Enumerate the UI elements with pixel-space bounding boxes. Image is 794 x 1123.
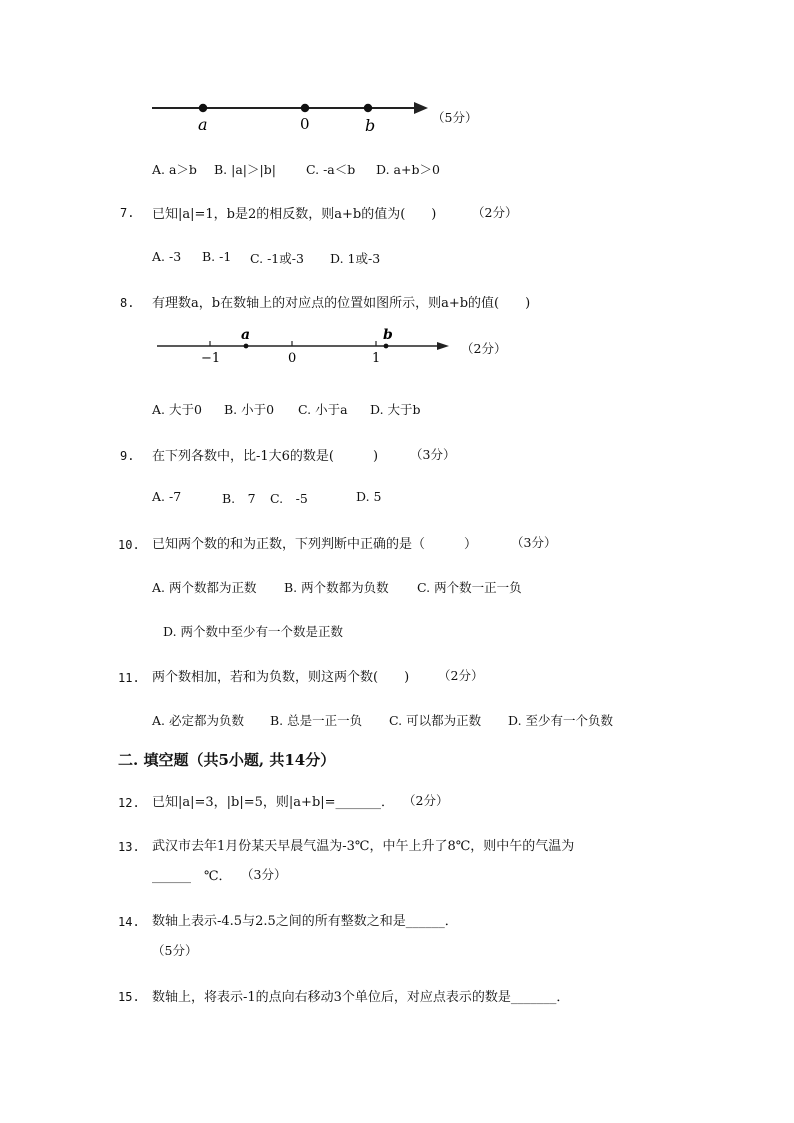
q10-option-a: A. 两个数都为正数 [152,580,257,595]
q11-option-d: D. 至少有一个负数 [508,713,614,728]
q7-option-d: D. 1或-3 [330,251,381,266]
q11-option-b: B. 总是一正一负 [270,713,363,728]
point-b [384,344,389,349]
q12-number: 12. [118,796,140,810]
q6-option-d: D. a+b＞0 [376,162,440,177]
q14-text: 数轴上表示-4.5与2.5之间的所有整数之和是______． [152,914,458,929]
point-a [244,344,249,349]
label-neg1: −1 [201,351,221,366]
q10-option-b: B. 两个数都为负数 [284,580,389,595]
q10-option-c: C. 两个数一正一负 [417,580,522,595]
q9-option-b: B. 7 [222,491,256,506]
q6-option-c: C. -a＜b [306,162,356,177]
q6-number-line [148,94,438,136]
q13-score: （3分） [241,867,287,882]
q7-option-c: C. -1或-3 [250,251,304,266]
point-a [199,104,207,112]
q9-score: （3分） [410,447,456,462]
section-2-title: 二. 填空题（共5小题, 共14分） [118,751,336,769]
q7-score: （2分） [472,205,518,220]
q11-text: 两个数相加，若和为负数，则这两个数( ) [152,670,410,685]
q10-option-d: D. 两个数中至少有一个数是正数 [163,624,344,639]
q14-score: （5分） [152,943,198,958]
q7-number: 7. [120,206,135,220]
q8-option-c: C. 小于a [298,402,348,417]
q13-number: 13. [118,840,140,854]
point-0 [301,104,309,112]
q7-text: 已知|a|=1，b是2的相反数，则a+b的值为( ) [152,207,437,222]
q13-text-line2: ______ ℃． [152,869,232,884]
q8-number-line [155,324,455,366]
q8-option-b: B. 小于0 [224,402,275,417]
q11-score: （2分） [438,668,484,683]
q9-option-c: C. -5 [270,491,308,506]
q11-number: 11. [118,671,140,685]
q8-option-d: D. 大于b [370,402,421,417]
q6-score: （5分） [432,110,478,125]
label-a: a [198,115,208,134]
q10-score: （3分） [511,535,557,550]
q8-text: 有理数a，b在数轴上的对应点的位置如图所示，则a+b的值( ) [152,296,531,311]
q7-option-a: A. -3 [152,249,182,264]
q13-text: 武汉市去年1月份某天早晨气温为-3℃，中午上升了8℃，则中午的气温为 [152,839,575,854]
q9-option-a: A. -7 [152,489,182,504]
q15-text: 数轴上，将表示-1的点向右移动3个单位后，对应点表示的数是_______． [152,990,570,1005]
q9-number: 9. [120,449,135,463]
q8-option-a: A. 大于0 [152,402,202,417]
q6-option-b: B. |a|＞|b| [214,162,276,177]
q14-number: 14. [118,915,140,929]
label-0: 0 [288,351,297,366]
q8-number: 8. [120,296,135,310]
q6-option-a: A. a＞b [152,162,197,177]
q12-score: （2分） [403,793,449,808]
q15-number: 15. [118,990,140,1004]
q11-option-a: A. 必定都为负数 [152,713,244,728]
q8-score: （2分） [461,341,507,356]
q10-text: 已知两个数的和为正数，下列判断中正确的是（ ） [152,537,478,552]
q10-number: 10. [118,538,140,552]
q7-option-b: B. -1 [202,249,232,264]
label-0: 0 [300,115,310,133]
label-a: a [241,327,251,343]
q11-option-c: C. 可以都为正数 [389,713,482,728]
label-b: b [383,327,393,343]
q9-text: 在下列各数中，比-1大6的数是( ) [152,449,379,464]
q9-option-d: D. 5 [356,489,382,504]
label-1: 1 [372,351,381,366]
q12-text: 已知|a|=3，|b|=5，则|a+b|=_______． [152,795,395,810]
point-b [364,104,372,112]
label-b: b [365,116,376,135]
